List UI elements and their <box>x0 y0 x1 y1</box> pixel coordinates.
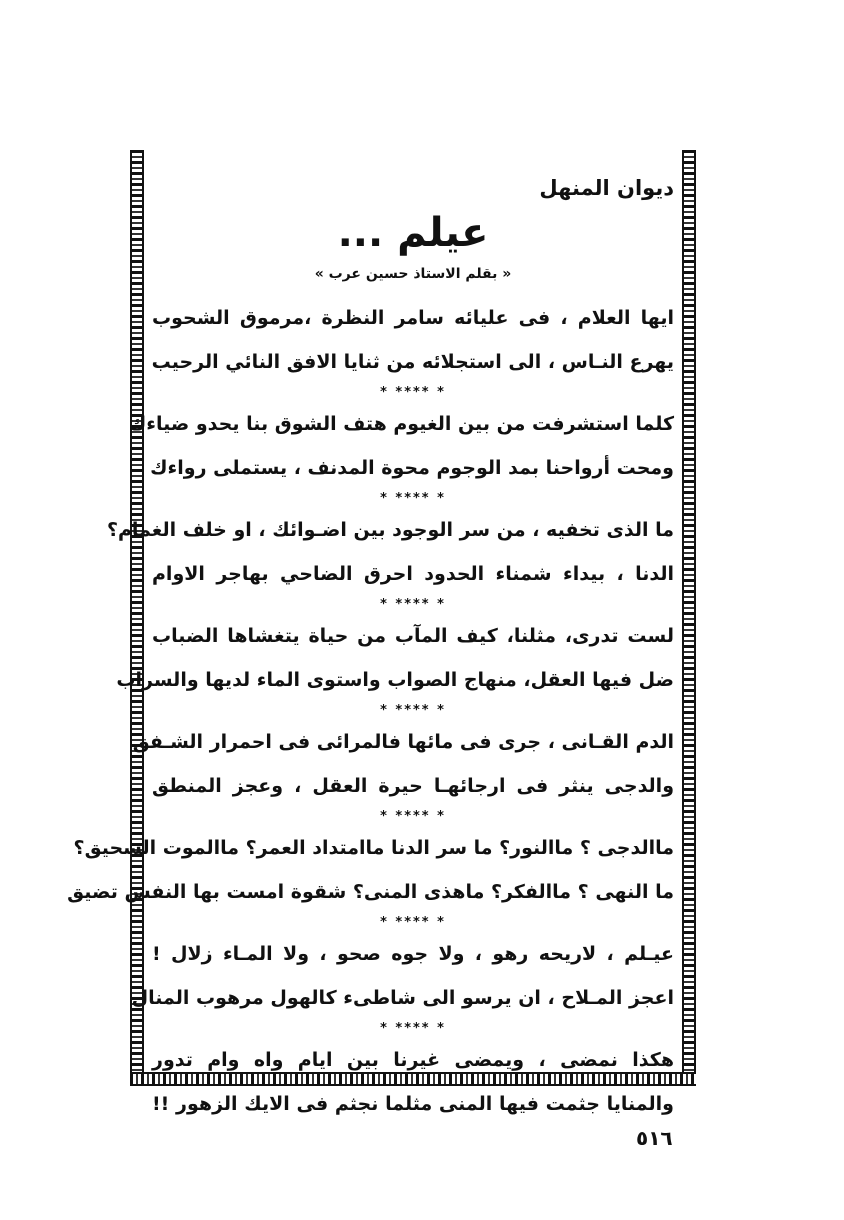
stanza <box>116 614 674 702</box>
verse-line: الدم القـانى ، جرى فى مائها فالمرائى فى احمرار الشـفق <box>132 731 674 753</box>
verse-line: ما الذى تخفيه ، من سر الوجود بين اضـوائك ، او خلف الغمام؟ <box>106 519 674 541</box>
verse-line: الدنا ، بيداء شمناء الحدود احرق الضاحي بهاجر الاوام <box>152 563 674 585</box>
verse-line: ايها العلام ، فى عليائه سامر النظرة ،مرموق الشحوب <box>152 307 674 329</box>
verse-line: لست تدرى، مثلنا، كيف المآب من حياة يتغشاها الضباب <box>152 625 674 647</box>
ornamental-border-right <box>682 150 696 1072</box>
verse-line: هكذا نمضى ، ويمضى غيرنا بين ايام واه وام تدور <box>152 1049 674 1071</box>
stanza-separator: * **** * <box>380 915 446 930</box>
stanza <box>131 932 674 1020</box>
poem-title: عيلم ... <box>337 210 489 256</box>
stanza <box>152 1038 674 1126</box>
stanza-separator: * **** * <box>380 385 446 400</box>
verse-line: يهرع النـاس ، الى استجلائه من ثنايا الافق النائي الرحيب <box>151 351 674 373</box>
poem-body <box>67 296 674 1126</box>
stanza <box>67 826 674 914</box>
page-content <box>67 150 674 1115</box>
ornamental-border-left <box>130 150 144 1072</box>
verse-line: والدجى ينثر فى ارجائهـا حيرة العقل ، وعجز المنطق <box>152 775 674 797</box>
stanza-separator: * **** * <box>380 703 446 718</box>
stanza <box>106 508 674 596</box>
verse-line: ضل فيها العقل، منهاج الصواب واستوى الماء لديها والسراب <box>116 669 674 691</box>
verse-line: عيـلم ، لاريحه رهو ، ولا جوه صحو ، ولا المـاء زلال ! <box>152 943 674 965</box>
verse-line: ما النهى ؟ ماالفكر؟ ماهذى المنى؟ شقوة امست بها النفس تضيق <box>67 881 674 903</box>
stanza-separator: * **** * <box>380 597 446 612</box>
stanza <box>152 296 674 384</box>
page-number: ٥١٦ <box>636 1126 673 1150</box>
verse-line: ماالدجى ؟ ماالنور؟ ما سر الدنا ماامتداد العمر؟ ماالموت السحيق؟ <box>73 837 674 859</box>
page-frame <box>67 150 696 1115</box>
stanza-separator: * **** * <box>380 809 446 824</box>
verse-line: ومحت أرواحنا بمد الوجوم محوة المدنف ، يستملى رواءك <box>150 457 674 479</box>
stanza <box>128 402 674 490</box>
section-header: ديوان المنهل <box>539 176 674 200</box>
verse-line: اعجز المـلاح ، ان يرسو الى شاطىء كالهول مرهوب المنال <box>131 987 674 1009</box>
verse-line: كلما استشرفت من بين الغيوم هتف الشوق بنا يحدو ضياءك <box>128 413 674 435</box>
stanza-separator: * **** * <box>380 491 446 506</box>
stanza-separator: * **** * <box>380 1021 446 1036</box>
verse-line: والمنايا جثمت فيها المنى مثلما نجثم فى الايك الزهور !! <box>152 1093 674 1115</box>
stanza <box>132 720 674 808</box>
poem-byline: « بقلم الاستاذ حسين عرب » <box>314 266 512 282</box>
